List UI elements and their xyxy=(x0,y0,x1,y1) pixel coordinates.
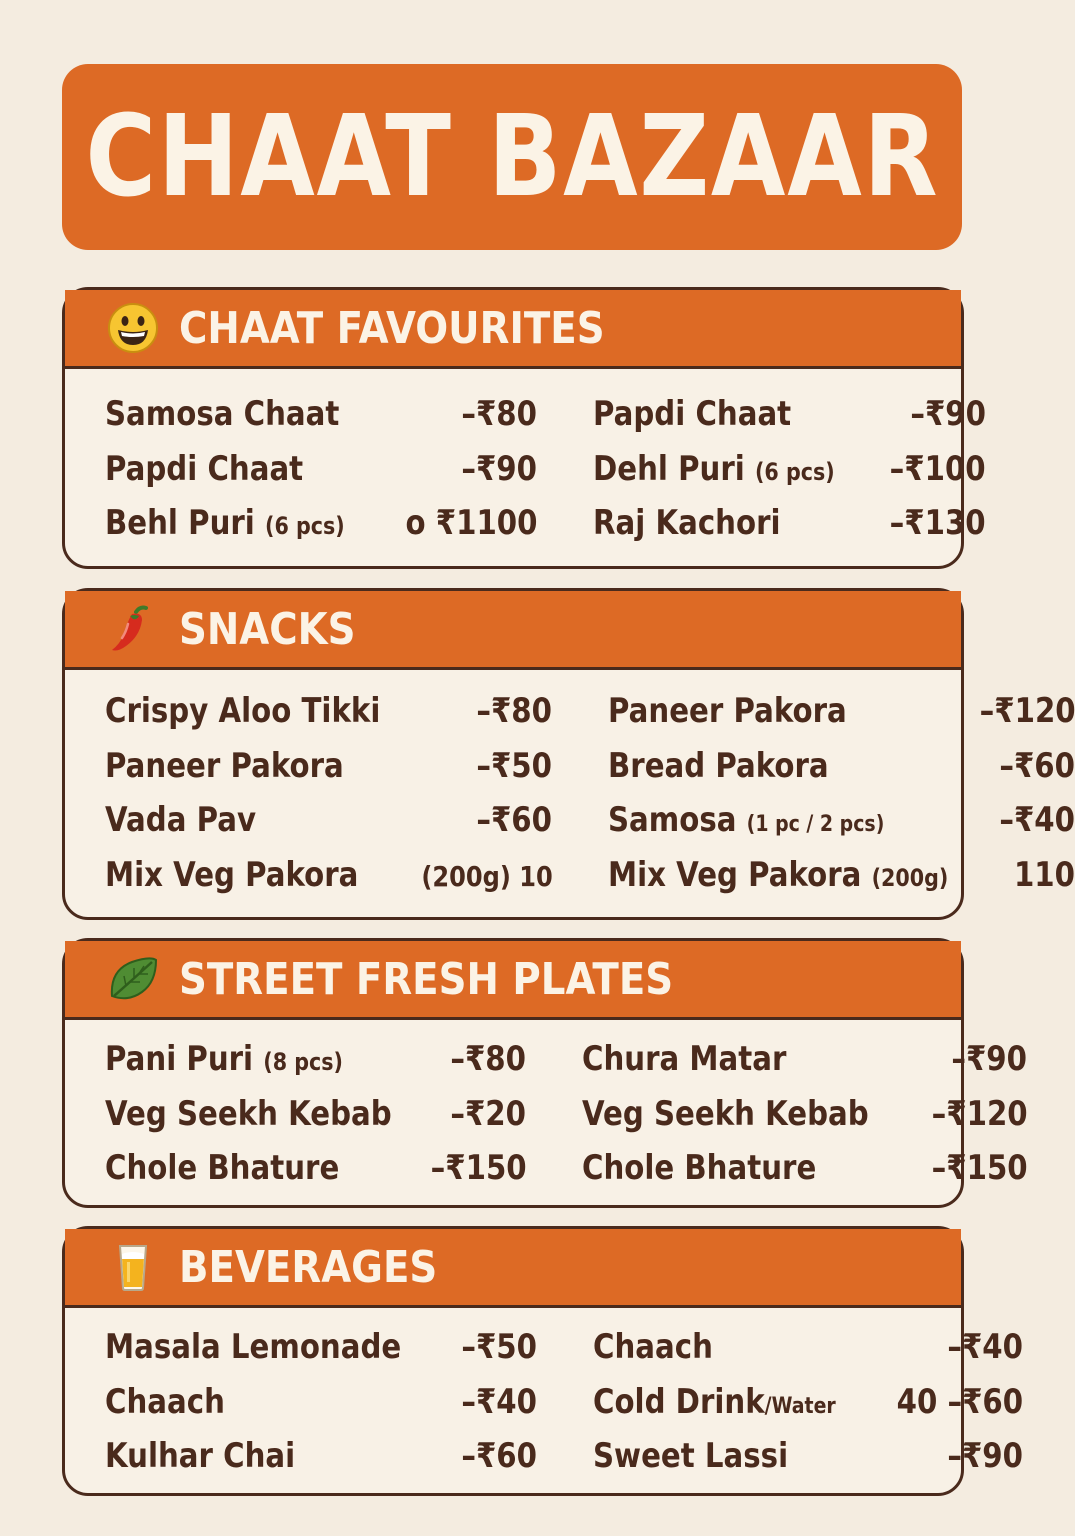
item-price: –₹90 xyxy=(947,1436,1023,1476)
menu-item xyxy=(105,1320,537,1375)
item-name: Crispy Aloo Tikki xyxy=(105,691,381,731)
menu-column-left xyxy=(105,1032,526,1196)
item-price: –₹50 xyxy=(461,1327,538,1367)
section-snacks xyxy=(62,588,1075,920)
menu-item xyxy=(105,684,552,739)
item-price: –₹80 xyxy=(461,394,538,434)
item-name: Veg Seekh Kebab xyxy=(582,1093,870,1134)
item-price: –₹60 xyxy=(999,745,1075,786)
restaurant-title: CHAAT BAZAAR xyxy=(85,92,939,222)
item-note: (200g) xyxy=(872,863,949,892)
section-header xyxy=(65,290,961,369)
menu-item xyxy=(593,496,986,551)
menu-item xyxy=(608,848,1075,903)
menu-item xyxy=(593,1320,1022,1375)
item-price: –₹40 xyxy=(947,1327,1023,1367)
item-price: –₹90 xyxy=(951,1039,1028,1079)
menu-items xyxy=(65,1020,1028,1196)
glass-of-drink-icon xyxy=(105,1239,161,1295)
menu-column-right xyxy=(582,1032,1027,1196)
menu-column-left xyxy=(105,387,537,551)
title-banner xyxy=(62,64,962,250)
item-name: Samosa xyxy=(608,800,737,840)
item-name: Chaach xyxy=(593,1327,714,1367)
item-name: Mix Veg Pakora xyxy=(608,854,862,895)
item-name-wrap xyxy=(608,793,884,853)
menu-item xyxy=(105,496,537,551)
item-name-wrap xyxy=(105,496,345,554)
item-name: Mix Veg Pakora xyxy=(105,854,359,895)
item-price: –₹80 xyxy=(476,691,553,731)
item-name: Masala Lemonade xyxy=(105,1327,402,1367)
menu-item xyxy=(105,1141,526,1196)
item-name: Chaach xyxy=(105,1381,225,1422)
menu-item xyxy=(593,1429,1022,1484)
menu-column-right xyxy=(608,684,1075,902)
section-chaat-favourites xyxy=(62,287,986,569)
item-name: Chole Bhature xyxy=(105,1148,340,1188)
section-header xyxy=(65,1229,961,1308)
item-price: –₹80 xyxy=(450,1039,527,1079)
menu-item xyxy=(105,793,552,848)
item-name: Paneer Pakora xyxy=(608,691,848,731)
item-price: –₹60 xyxy=(476,800,553,840)
section-title: SNACKS xyxy=(179,603,356,655)
menu-items xyxy=(65,369,986,551)
item-name: Raj Kachori xyxy=(593,503,781,543)
item-name: Chole Bhature xyxy=(582,1148,817,1188)
menu-item xyxy=(593,1375,1022,1430)
item-price: –₹120 xyxy=(979,691,1075,731)
item-name: Chura Matar xyxy=(582,1039,787,1079)
item-name: Veg Seekh Kebab xyxy=(105,1093,392,1134)
menu-item xyxy=(593,442,986,497)
menu-column-right xyxy=(593,387,986,551)
item-price: –₹130 xyxy=(889,503,986,543)
chili-pepper-icon xyxy=(105,601,161,657)
menu-item xyxy=(608,684,1075,739)
menu-item xyxy=(105,442,537,497)
item-name-wrap xyxy=(593,442,835,500)
item-price: –₹150 xyxy=(430,1148,527,1188)
item-name: Pani Puri xyxy=(105,1039,254,1079)
item-price: –₹60 xyxy=(461,1436,538,1476)
menu-item xyxy=(608,793,1075,848)
item-price: –₹90 xyxy=(461,448,538,489)
item-price: –₹40 xyxy=(999,800,1075,840)
item-name: Dehl Puri xyxy=(593,448,746,489)
menu-item xyxy=(105,1032,526,1087)
menu-item xyxy=(608,739,1075,794)
section-header xyxy=(65,591,961,670)
item-note: (1 pc / 2 pcs) xyxy=(747,812,885,837)
item-name: Papdi Chaat xyxy=(593,394,792,434)
item-note: (6 pcs) xyxy=(265,512,345,540)
section-header xyxy=(65,941,961,1020)
menu-item xyxy=(582,1032,1027,1087)
section-title: BEVERAGES xyxy=(179,1241,438,1293)
menu-item xyxy=(105,1375,537,1430)
section-beverages xyxy=(62,1226,1023,1496)
item-name-wrap xyxy=(105,1032,343,1090)
item-name: Sweet Lassi xyxy=(593,1436,789,1476)
item-price: –₹120 xyxy=(931,1093,1028,1134)
menu-item xyxy=(105,1087,526,1142)
item-price: (200g) 10 xyxy=(421,859,553,893)
item-name: Behl Puri xyxy=(105,503,255,543)
item-price: –₹150 xyxy=(931,1148,1028,1188)
item-name: Cold Drink xyxy=(593,1381,766,1422)
item-price: 110 xyxy=(1014,854,1075,895)
item-name-wrap xyxy=(593,1375,836,1435)
item-name: Vada Pav xyxy=(105,800,257,840)
item-note: /Water xyxy=(765,1393,837,1419)
menu-column-left xyxy=(105,1320,537,1484)
menu-item xyxy=(582,1087,1027,1142)
section-title: STREET FRESH PLATES xyxy=(179,953,674,1005)
menu-items xyxy=(65,1308,1023,1484)
item-price: –₹40 xyxy=(461,1381,538,1422)
menu-item xyxy=(105,739,552,794)
section-title: CHAAT FAVOURITES xyxy=(179,302,605,354)
item-name: Kulhar Chai xyxy=(105,1436,296,1476)
menu-column-left xyxy=(105,684,552,902)
section-street-fresh-plates xyxy=(62,938,1028,1208)
menu-item xyxy=(105,848,552,903)
item-name-wrap xyxy=(608,848,948,906)
grinning-face-icon xyxy=(105,300,161,356)
menu-item xyxy=(105,387,537,442)
item-price: –₹100 xyxy=(889,448,986,489)
menu-column-right xyxy=(593,1320,1022,1484)
item-price: 40 –₹60 xyxy=(896,1381,1023,1422)
menu-item xyxy=(593,387,986,442)
item-price: –₹50 xyxy=(476,745,553,786)
item-price: –₹20 xyxy=(450,1093,527,1134)
item-price: o ₹1100 xyxy=(405,503,538,543)
item-name: Samosa Chaat xyxy=(105,394,340,434)
item-price: –₹90 xyxy=(910,394,986,434)
menu-item xyxy=(105,1429,537,1484)
menu-item xyxy=(582,1141,1027,1196)
item-note: (6 pcs) xyxy=(755,457,835,486)
item-name: Bread Pakora xyxy=(608,745,830,786)
item-note: (8 pcs) xyxy=(263,1048,343,1076)
menu-items xyxy=(65,670,1075,902)
leaf-icon xyxy=(105,951,161,1007)
item-name: Paneer Pakora xyxy=(105,745,344,786)
item-name: Papdi Chaat xyxy=(105,448,304,489)
